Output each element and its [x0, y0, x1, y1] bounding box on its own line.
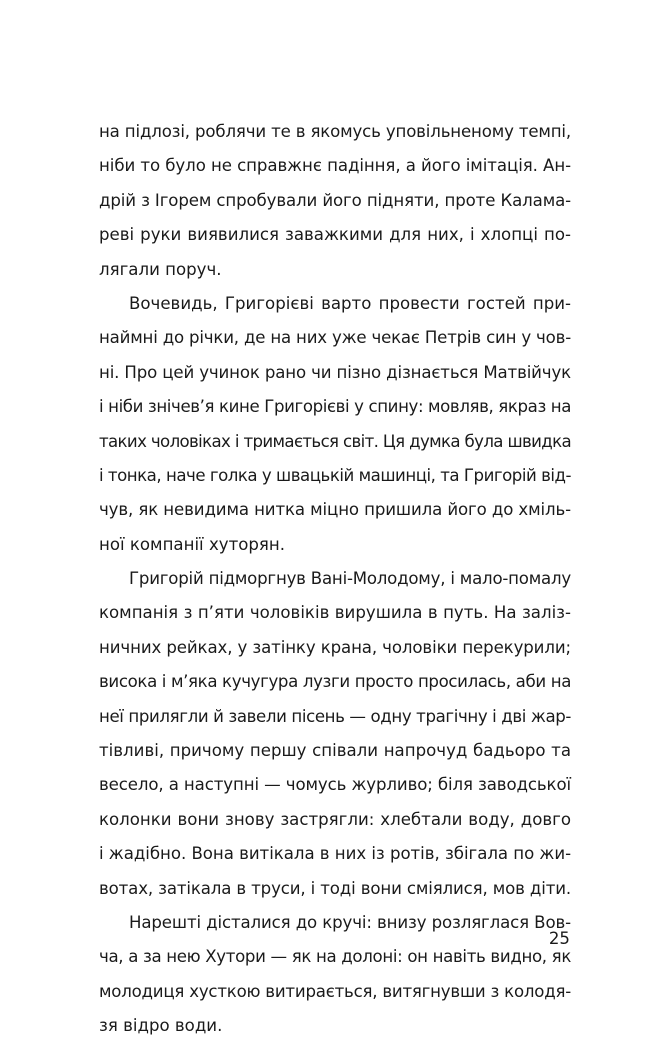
- text-line: Григорій підморгнув Вані-Молодому, і мало-помалу: [129, 569, 571, 589]
- body-text: [99, 115, 571, 1044]
- text-line: Вочевидь, Григорієві варто провести гостей при-: [129, 293, 571, 313]
- text-line: висока і м’яка кучугура лузги просто просилась, аби на: [99, 672, 572, 692]
- text-line: реві руки виявилися заважкими для них, і хлопці по-: [99, 225, 571, 245]
- paragraph-1: [99, 115, 571, 287]
- paragraph-2: [99, 287, 571, 562]
- text-line: і жадібно. Вона витікала в них із ротів, збігала по жи-: [99, 844, 572, 864]
- paragraph-3: [99, 562, 571, 906]
- page-number: 25: [548, 929, 570, 948]
- text-line: дрій з Ігорем спробували його підняти, проте Калама-: [99, 190, 571, 210]
- text-line: весело, а наступні — чомусь журливо; біля заводської: [99, 775, 571, 795]
- text-line: лягали поруч.: [99, 259, 222, 279]
- text-line: на підлозі, роблячи те в якомусь уповільненому темпі,: [99, 122, 571, 141]
- text-line: Нарешті дісталися до кручі: внизу розляглася Вов-: [129, 912, 571, 932]
- text-line: і ніби знічев’я кине Григорієві у спину: мовляв, якраз на: [99, 397, 572, 417]
- text-line: ніби то було не справжнє падіння, а його імітація. Ан-: [99, 156, 572, 176]
- text-line: компанія з п’яти чоловіків вирушила в путь. На заліз-: [99, 603, 571, 623]
- text-line: ничних рейках, у затінку крана, чоловіки перекурили;: [99, 637, 571, 657]
- text-line: таких чоловіках і тримається світ. Ця думка була швидка: [99, 431, 572, 451]
- text-line: ча, а за нею Хутори — як на долоні: он навіть видно, як: [99, 947, 572, 967]
- text-line: чув, як невидима нитка міцно пришила його до хміль-: [99, 500, 572, 520]
- text-line: колонки вони знову застрягли: хлебтали воду, довго: [99, 809, 571, 829]
- text-line: тівливі, причому першу співали напрочуд бадьоро та: [99, 741, 571, 761]
- paragraph-4: [99, 906, 571, 1044]
- text-line: наймні до річки, де на них уже чекає Петрів син у чов-: [99, 328, 571, 348]
- text-line: неї прилягли й завели пісень — одну трагічну і дві жар-: [99, 706, 572, 726]
- text-line: молодиця хусткою витирається, витягнувши з колодя-: [99, 981, 572, 1001]
- text-line: ної компанії хуторян.: [99, 534, 286, 554]
- text-line: ні. Про цей учинок рано чи пізно дізнається Матвійчук: [99, 362, 571, 382]
- text-line: вотах, затікала в труси, і тоді вони сміялися, мов діти.: [99, 878, 571, 898]
- text-line: зя відро води.: [99, 1016, 223, 1036]
- text-line: і тонка, наче голка у швацькій машинці, та Григорій від-: [99, 465, 571, 485]
